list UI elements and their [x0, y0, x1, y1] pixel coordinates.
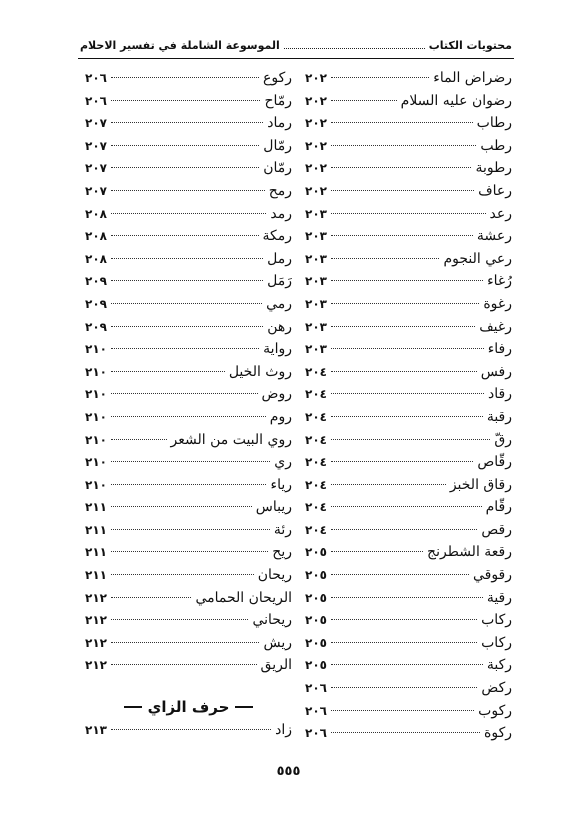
entry-term: رقّاص	[477, 454, 512, 471]
index-entry	[305, 567, 512, 590]
index-entry	[85, 341, 292, 364]
dot-leader	[331, 664, 483, 665]
dot-leader	[111, 642, 259, 643]
dot-leader	[111, 729, 271, 730]
dot-leader	[111, 597, 191, 598]
entry-page-number: ٢٠٥	[305, 545, 327, 560]
dot-leader	[331, 416, 483, 417]
entry-term: رمي	[266, 295, 292, 312]
entry-term: رقاق الخبز	[449, 476, 512, 493]
entry-term: رُغاء	[487, 273, 512, 290]
entry-page-number: ٢١١	[85, 568, 107, 583]
dot-leader	[331, 77, 429, 78]
entry-page-number: ٢١٠	[85, 455, 107, 470]
entry-page-number: ٢٠٣	[305, 342, 327, 357]
entry-term: ركوة	[484, 725, 512, 742]
index-entry	[305, 454, 512, 477]
entry-page-number: ٢٠٥	[305, 658, 327, 673]
index-entry	[85, 612, 292, 635]
index-entry	[85, 160, 292, 183]
index-entry	[305, 703, 512, 726]
dot-leader	[331, 326, 475, 327]
entry-page-number: ٢١٠	[85, 477, 107, 492]
index-entry	[305, 386, 512, 409]
index-entry	[305, 341, 512, 364]
index-entry	[305, 544, 512, 567]
entry-page-number: ٢٠٥	[305, 613, 327, 628]
entry-term: رطاب	[476, 115, 512, 132]
entry-page-number: ٢٠٤	[305, 455, 327, 470]
entry-page-number: ٢٠٤	[305, 387, 327, 402]
index-entry	[305, 477, 512, 500]
index-entry	[305, 364, 512, 387]
index-entry	[85, 477, 292, 500]
index-entry	[85, 522, 292, 545]
heading-dash-right	[235, 706, 253, 708]
index-entry	[85, 657, 292, 680]
entry-term: رغيف	[479, 318, 512, 335]
entry-term: ريح	[272, 544, 292, 561]
entry-page-number: ٢٠٧	[85, 116, 107, 131]
index-entry	[85, 138, 292, 161]
index-entry	[85, 296, 292, 319]
entry-page-number: ٢٠٢	[305, 161, 327, 176]
index-entry	[85, 273, 292, 296]
entry-term: رقية	[486, 589, 512, 606]
dot-leader	[331, 732, 480, 733]
entry-page-number: ٢٠٨	[85, 251, 107, 266]
entry-term: رعشة	[476, 228, 512, 245]
index-entry	[85, 115, 292, 138]
index-entry	[305, 93, 512, 116]
index-entry	[305, 409, 512, 432]
entry-page-number: ٢١٠	[85, 409, 107, 424]
entry-page-number: ٢٠٦	[85, 71, 107, 85]
index-entry	[85, 206, 292, 229]
entry-term: ركبة	[486, 657, 512, 674]
dot-leader	[111, 664, 257, 665]
dot-leader	[331, 551, 423, 552]
entry-page-number: ٢٠٤	[305, 500, 327, 515]
dot-leader	[111, 326, 263, 327]
entry-term: رفاء	[487, 341, 512, 358]
page-number: ٥٥٥	[276, 764, 301, 779]
entry-term: زاد	[275, 722, 292, 739]
entry-term: الريق	[260, 657, 292, 674]
entry-page-number: ٢٠٨	[85, 229, 107, 244]
index-entry	[85, 544, 292, 567]
entry-page-number: ٢٠٢	[305, 116, 327, 131]
index-entry	[305, 612, 512, 635]
index-entry	[85, 432, 292, 455]
index-entry	[85, 386, 292, 409]
index-entry	[85, 319, 292, 342]
entry-page-number: ٢١٢	[85, 658, 107, 673]
dot-leader	[331, 145, 476, 146]
entry-page-number: ٢٠٧	[85, 161, 107, 176]
dot-leader	[331, 439, 490, 440]
entry-term: رقبة	[486, 408, 512, 425]
entry-term: رغوة	[483, 295, 512, 312]
entry-page-number: ٢٠٤	[305, 409, 327, 424]
entry-term: روم	[269, 408, 292, 425]
index-entry	[305, 160, 512, 183]
index-entry	[85, 590, 292, 613]
dot-leader	[111, 393, 258, 394]
section-heading-text: حرف الزاي	[147, 698, 230, 717]
entry-term: رئة	[273, 521, 292, 538]
index-entry	[85, 251, 292, 274]
entry-page-number: ٢٠٤	[305, 477, 327, 492]
entry-page-number: ٢٠٦	[305, 703, 327, 718]
dot-leader	[111, 100, 260, 101]
entry-term: رعاف	[478, 182, 512, 199]
entry-term: رقوقي	[472, 567, 512, 584]
entry-page-number: ٢٠٣	[305, 274, 327, 289]
entry-term: روض	[261, 386, 292, 403]
index-entry	[305, 590, 512, 613]
dot-leader	[331, 167, 471, 168]
entry-term: رفس	[480, 363, 512, 380]
entry-term: رمح	[268, 182, 292, 199]
entry-term: ركاب	[481, 634, 512, 651]
index-entry	[305, 70, 512, 93]
dot-leader	[331, 348, 484, 349]
dot-leader	[331, 393, 484, 394]
entry-term: روث الخيل	[228, 363, 292, 380]
index-entry	[305, 183, 512, 206]
dot-leader	[331, 506, 482, 507]
dot-leader	[111, 484, 266, 485]
entry-term: ري	[274, 454, 292, 471]
dot-leader	[111, 439, 167, 440]
entry-page-number: ٢١٠	[85, 364, 107, 379]
entry-page-number: ٢٠٤	[305, 364, 327, 379]
index-entry	[305, 522, 512, 545]
entry-page-number: ٢٠٦	[305, 726, 327, 741]
header-section-title: محتويات الكتاب	[428, 39, 512, 52]
entry-page-number: ٢١١	[85, 522, 107, 537]
dot-leader	[331, 597, 483, 598]
index-entry	[305, 115, 512, 138]
entry-page-number: ٢٠٣	[305, 319, 327, 334]
entry-page-number: ٢٠٤	[305, 432, 327, 447]
index-entry	[305, 251, 512, 274]
entry-term: رياء	[270, 476, 292, 493]
dot-leader	[111, 258, 263, 259]
dot-leader	[331, 303, 479, 304]
entry-term: ركوع	[262, 70, 292, 86]
entry-page-number: ٢٠٧	[85, 138, 107, 153]
index-entry	[305, 635, 512, 658]
entry-page-number: ٢١١	[85, 500, 107, 515]
entry-term: ركاب	[481, 612, 512, 629]
dot-leader	[111, 167, 259, 168]
entry-term: رقّام	[485, 499, 512, 516]
dot-leader	[111, 461, 270, 462]
index-entry	[85, 93, 292, 116]
index-entry	[305, 499, 512, 522]
index-entry	[305, 657, 512, 680]
index-entry	[85, 454, 292, 477]
index-column-left	[85, 70, 292, 745]
entry-page-number: ٢٠٦	[85, 93, 107, 108]
entry-term: رمكة	[262, 228, 292, 245]
entry-page-number: ٢١٠	[85, 342, 107, 357]
entry-term: رطب	[480, 137, 512, 154]
entry-page-number: ٢١٠	[85, 387, 107, 402]
entry-page-number: ٢٠٦	[305, 681, 327, 696]
entry-term: رماد	[267, 115, 292, 132]
entry-page-number: ٢١٠	[85, 432, 107, 447]
index-entry	[305, 206, 512, 229]
dot-leader	[111, 371, 225, 372]
index-entry	[305, 138, 512, 161]
entry-term: ريحان	[257, 567, 292, 584]
entry-page-number: ٢٠٨	[85, 206, 107, 221]
dot-leader	[331, 461, 473, 462]
index-entry	[85, 635, 292, 658]
running-header	[80, 39, 512, 52]
index-entry	[85, 567, 292, 590]
entry-term: روي البيت من الشعر	[170, 431, 292, 448]
entry-page-number: ٢٠٥	[305, 635, 327, 650]
dot-leader	[111, 619, 248, 620]
index-entry	[305, 296, 512, 319]
index-entry	[305, 432, 512, 455]
index-entry	[85, 70, 292, 93]
index-column-right	[305, 70, 512, 748]
section-heading	[85, 692, 292, 722]
dot-leader	[111, 303, 262, 304]
entry-page-number: ٢٠٣	[305, 229, 327, 244]
entry-page-number: ٢٠٢	[305, 138, 327, 153]
index-entry	[305, 228, 512, 251]
dot-leader	[111, 348, 259, 349]
section-entries	[85, 722, 292, 745]
entry-page-number: ٢٠٢	[305, 183, 327, 198]
dot-leader	[331, 484, 446, 485]
dot-leader	[331, 258, 439, 259]
entry-term: رعد	[489, 205, 512, 222]
index-entry	[305, 319, 512, 342]
dot-leader	[111, 145, 259, 146]
dot-leader	[331, 122, 473, 123]
entry-term: رَمَل	[267, 273, 292, 290]
entry-term: رمد	[270, 205, 292, 222]
index-entry	[305, 680, 512, 703]
dot-leader	[331, 687, 477, 688]
index-entry	[85, 409, 292, 432]
heading-dash-left	[124, 706, 142, 708]
entry-page-number: ٢٠٩	[85, 296, 107, 311]
entry-term: رمّان	[263, 160, 292, 177]
dot-leader	[111, 280, 263, 281]
entry-page-number: ٢٠٣	[305, 206, 327, 221]
dot-leader	[331, 710, 474, 711]
index-entry	[305, 725, 512, 748]
entry-page-number: ٢٠٩	[85, 319, 107, 334]
entry-page-number: ٢١١	[85, 545, 107, 560]
dot-leader	[331, 100, 397, 101]
entry-term: رقص	[481, 521, 512, 538]
dot-leader	[331, 642, 477, 643]
entry-page-number: ٢٠٢	[305, 71, 327, 85]
index-entry	[85, 364, 292, 387]
header-book-title: الموسوعة الشاملة في تفسير الاحلام	[80, 39, 280, 52]
dot-leader	[111, 416, 266, 417]
dot-leader	[111, 213, 266, 214]
entry-term: ريباس	[255, 499, 292, 516]
entry-term: رطوبة	[475, 160, 512, 177]
dot-leader	[331, 190, 474, 191]
dot-leader	[331, 235, 473, 236]
dot-leader	[331, 529, 477, 530]
entry-term: رهن	[267, 318, 292, 335]
entry-term: رضراض الماء	[433, 70, 512, 86]
entry-page-number: ٢٠٢	[305, 93, 327, 108]
entry-term: رقاد	[488, 386, 512, 403]
entry-page-number: ٢١٢	[85, 590, 107, 605]
dot-leader	[331, 213, 486, 214]
entry-term: رمل	[267, 250, 292, 267]
entry-term: رواية	[263, 341, 292, 358]
dot-leader	[331, 371, 477, 372]
entry-page-number: ٢٠٥	[305, 590, 327, 605]
dot-leader	[331, 574, 469, 575]
index-entry	[85, 183, 292, 206]
header-rule	[78, 58, 514, 59]
entry-page-number: ٢٠٤	[305, 522, 327, 537]
dot-leader	[111, 77, 259, 78]
dot-leader	[111, 574, 254, 575]
left-column-entries	[85, 70, 292, 680]
entry-term: الريحان الحمامي	[195, 589, 292, 606]
header-dot-leader	[284, 40, 425, 49]
entry-term: رضوان عليه السلام	[400, 92, 512, 109]
index-entry	[85, 228, 292, 251]
entry-page-number: ٢٠٩	[85, 274, 107, 289]
index-entry	[85, 499, 292, 522]
entry-term: رعي النجوم	[443, 250, 512, 267]
dot-leader	[111, 235, 259, 236]
entry-page-number: ٢١٢	[85, 613, 107, 628]
entry-term: رمّال	[263, 137, 292, 154]
dot-leader	[111, 551, 268, 552]
index-entry	[85, 722, 292, 745]
entry-term: ريش	[263, 634, 292, 651]
entry-term: رقعة الشطرنج	[427, 544, 512, 561]
entry-page-number: ٢١٣	[85, 723, 107, 738]
index-entry	[305, 273, 512, 296]
entry-page-number: ٢٠٣	[305, 296, 327, 311]
dot-leader	[111, 529, 270, 530]
entry-term: ركوب	[478, 702, 512, 719]
dot-leader	[331, 619, 477, 620]
dot-leader	[111, 190, 265, 191]
dot-leader	[331, 280, 483, 281]
entry-page-number: ٢٠٥	[305, 568, 327, 583]
entry-term: رمّاح	[264, 92, 292, 109]
entry-page-number: ٢١٢	[85, 635, 107, 650]
entry-term: رقّ	[494, 431, 512, 448]
dot-leader	[111, 122, 263, 123]
entry-page-number: ٢٠٧	[85, 183, 107, 198]
entry-term: ركض	[481, 680, 512, 697]
entry-page-number: ٢٠٣	[305, 251, 327, 266]
entry-term: ريحاني	[252, 612, 292, 629]
dot-leader	[111, 506, 252, 507]
